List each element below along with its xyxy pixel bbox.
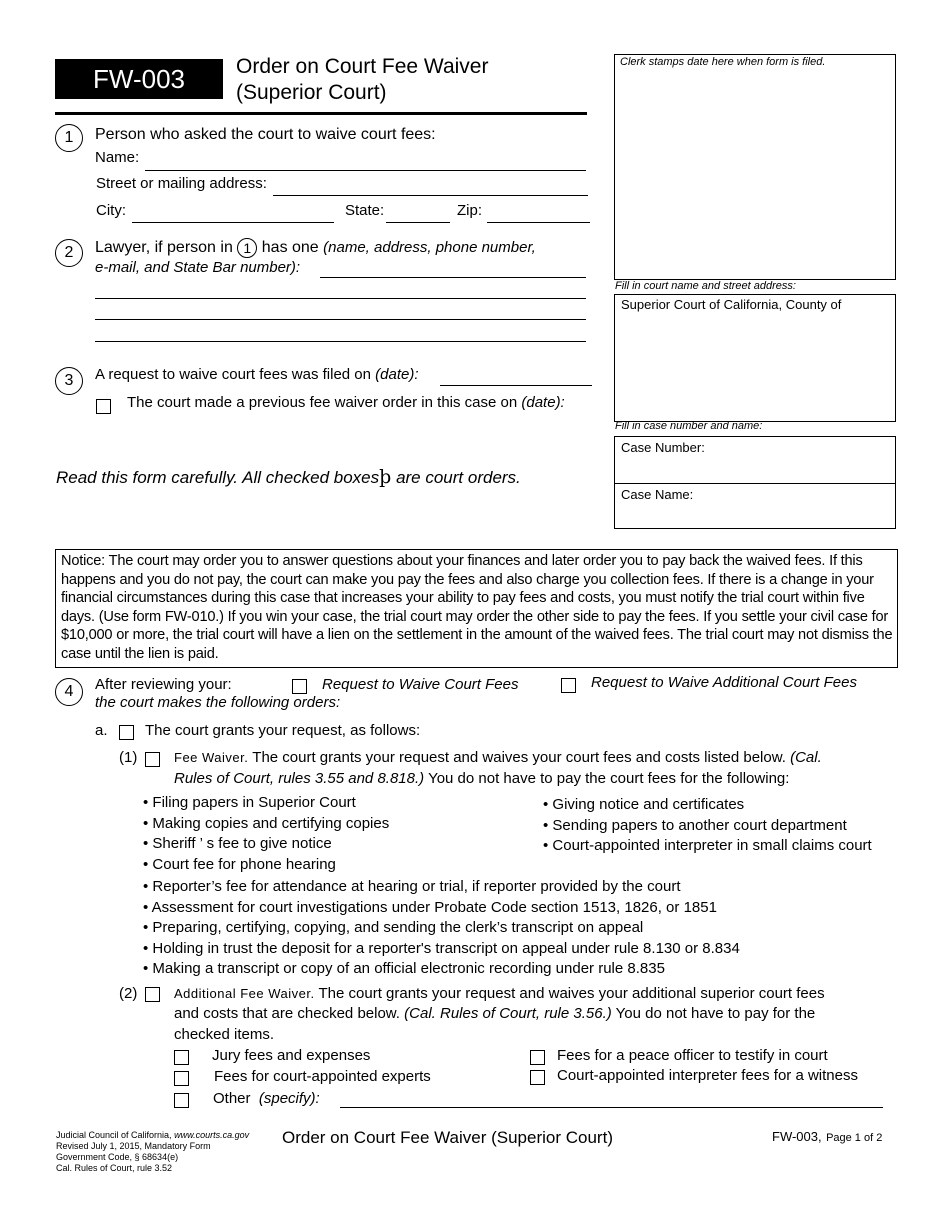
footer-url[interactable]: www.courts.ca.gov	[174, 1130, 250, 1140]
other-label: Other	[213, 1090, 251, 1107]
state-field[interactable]	[386, 222, 450, 223]
jury-fees-checkbox[interactable]	[174, 1050, 189, 1065]
prev-order-text: The court made a previous fee waiver order in this case on	[127, 394, 518, 411]
notice-label: Notice:	[61, 553, 106, 569]
header-rule	[55, 112, 587, 115]
section1-number: 1	[55, 124, 83, 152]
checked-box-symbol: þ	[379, 466, 392, 488]
list-item: • Filing papers in Superior Court	[143, 794, 356, 811]
case-info-box	[614, 436, 896, 529]
additional-waiver-text2: and costs that are checked below.	[174, 1005, 400, 1022]
other-specify-field[interactable]	[340, 1107, 883, 1108]
prev-order-line	[127, 394, 565, 412]
court-name-label: Fill in court name and street address:	[615, 280, 796, 292]
section4-intro: After reviewing your:	[95, 676, 232, 693]
list-item: • Holding in trust the deposit for a reporter's transcript on appeal under rule 8.130 or 8.834	[143, 939, 740, 957]
order-a-checkbox[interactable]	[119, 725, 134, 740]
peace-officer-label: Fees for a peace officer to testify in court	[557, 1047, 828, 1064]
footer-page: Page 1 of 2	[826, 1132, 883, 1144]
footer-right	[772, 1128, 882, 1146]
case-name-field[interactable]	[615, 484, 895, 528]
notice-text: The court may order you to answer questions about your finances and later order you to pay back the waived fees. If this happens and you do not pay, the court can make you pay the fees and also charge you collection fees. If there is a change in your financial circumstances during this case that increases your ability to pay fees and costs, you must notify the trial court within five days. (Use form FW-010.) If you win your case, the trial court may order the other side to pay the fees. If you settle your civil case for $10,000 or more, the trial court will have a lien on the settlement in the amount of the waived fees. The trial court may not dismiss the case until the lien is paid.	[61, 553, 893, 662]
lawyer-field-1[interactable]	[320, 277, 586, 278]
city-field[interactable]	[132, 222, 334, 223]
list-item: • Making a transcript or copy of an official electronic recording under rule 8.835	[143, 960, 665, 977]
case-number-field[interactable]	[615, 437, 895, 484]
footer-left3: Government Code, § 68634(e)	[56, 1152, 179, 1162]
footer-left2: Revised July 1, 2015, Mandatory Form	[56, 1141, 211, 1151]
section2-text-c: (name, address, phone number,	[323, 239, 536, 257]
case-number-label: Case Number:	[621, 440, 705, 455]
filed-date-field[interactable]	[440, 385, 592, 386]
section2-text-d: e-mail, and State Bar number):	[95, 259, 301, 276]
prev-order-date-label: (date):	[521, 394, 565, 411]
fee-waiver-line1	[174, 749, 822, 767]
req-waive-fees-checkbox[interactable]	[292, 679, 307, 694]
interpreter-witness-label: Court-appointed interpreter fees for a witness	[557, 1067, 858, 1084]
form-id-block	[55, 59, 223, 99]
additional-waiver-text3: You do not have to pay for the	[615, 1005, 816, 1022]
lawyer-field-4[interactable]	[95, 341, 586, 342]
name-field[interactable]	[145, 170, 586, 171]
lawyer-field-2[interactable]	[95, 298, 586, 299]
footer-left4: Cal. Rules of Court, rule 3.52	[56, 1163, 173, 1173]
order-a-label: a.	[95, 722, 108, 739]
section2-text-b: has one	[261, 239, 319, 257]
read-notice-text-b: are court orders.	[396, 468, 521, 487]
additional-waiver-title: Additional Fee Waiver.	[174, 986, 315, 1001]
footer-left1: Judicial Council of California,	[56, 1130, 172, 1140]
notice-box	[55, 549, 898, 668]
experts-fees-checkbox[interactable]	[174, 1071, 189, 1086]
list-item: • Giving notice and certificates	[543, 796, 745, 813]
name-label: Name:	[95, 149, 140, 166]
additional-waiver-cite: (Cal. Rules of Court, rule 3.56.)	[404, 1005, 612, 1022]
footer-left	[56, 1130, 249, 1174]
list-item: • Court-appointed interpreter in small claims court	[543, 837, 872, 854]
fee-waiver-line2	[174, 770, 789, 788]
street-field[interactable]	[273, 195, 588, 196]
additional-waiver-text: The court grants your request and waives your additional superior court fees	[318, 985, 825, 1002]
form-id: FW-003	[93, 64, 185, 94]
form-title-line1: Order on Court Fee Waiver	[236, 55, 489, 78]
fee-waiver-text: The court grants your request and waives your court fees and costs listed below.	[252, 749, 786, 766]
section1-heading: Person who asked the court to waive court fees:	[95, 126, 436, 143]
fee-waiver-text2: You do not have to pay the court fees for the following:	[428, 770, 790, 787]
section2-ref: 1	[237, 238, 257, 258]
list-item: • Preparing, certifying, copying, and sending the clerk’s transcript on appeal	[143, 919, 644, 936]
footer-form-id: FW-003,	[772, 1129, 822, 1144]
zip-label: Zip:	[457, 202, 483, 219]
footer-center: Order on Court Fee Waiver (Superior Court)	[282, 1128, 613, 1147]
city-label: City:	[96, 202, 126, 219]
other-specify: (specify):	[258, 1090, 320, 1107]
section4-number: 4	[55, 678, 83, 706]
fee-waiver-title: Fee Waiver.	[174, 750, 249, 765]
section2-text-a: Lawyer, if person in	[95, 239, 233, 257]
req-waive-additional-label: Request to Waive Additional Court Fees	[591, 674, 857, 691]
additional-waiver-line2	[174, 1005, 815, 1023]
case-info-label: Fill in case number and name:	[615, 420, 763, 432]
interpreter-witness-checkbox[interactable]	[530, 1070, 545, 1085]
order-1-num: (1)	[119, 749, 138, 766]
bullets-full	[143, 877, 740, 980]
req-waive-additional-checkbox[interactable]	[561, 678, 576, 693]
section3-date-label: (date):	[375, 366, 419, 383]
fee-waiver-cite2: Rules of Court, rules 3.55 and 8.818.)	[174, 770, 425, 787]
bullets-right	[543, 795, 872, 857]
read-notice	[56, 467, 521, 488]
jury-fees-label: Jury fees and expenses	[212, 1047, 371, 1064]
experts-fees-label: Fees for court-appointed experts	[214, 1068, 431, 1085]
list-item: • Sheriff ’ s fee to give notice	[143, 835, 332, 852]
clerk-stamp-box[interactable]	[614, 54, 896, 280]
order-a-text: The court grants your request, as follows:	[145, 722, 421, 739]
read-notice-text-a: Read this form carefully. All checked boxes	[56, 468, 380, 487]
additional-waiver-line1	[174, 985, 825, 1003]
case-name-label: Case Name:	[621, 487, 694, 502]
list-item: • Court fee for phone hearing	[143, 855, 336, 873]
form-title	[236, 54, 488, 106]
bullets-left	[143, 793, 389, 875]
order-2-num: (2)	[119, 985, 138, 1002]
section4-intro2: the court makes the following orders:	[95, 694, 341, 711]
other-checkbox[interactable]	[174, 1093, 189, 1108]
section2-number: 2	[55, 239, 83, 267]
section3-text: A request to waive court fees was filed on	[95, 366, 371, 383]
additional-waiver-checkbox[interactable]	[145, 987, 160, 1002]
other-line	[213, 1090, 320, 1108]
list-item: • Sending papers to another court department	[543, 816, 847, 834]
list-item: • Making copies and certifying copies	[143, 814, 390, 832]
fee-waiver-checkbox[interactable]	[145, 752, 160, 767]
list-item: • Reporter’s fee for attendance at hearing or trial, if reporter provided by the court	[143, 878, 681, 895]
court-name-value: Superior Court of California, County of	[621, 297, 842, 312]
section2-line1	[95, 238, 536, 258]
peace-officer-checkbox[interactable]	[530, 1050, 545, 1065]
req-waive-fees-label: Request to Waive Court Fees	[322, 676, 519, 693]
list-item: • Assessment for court investigations under Probate Code section 1513, 1826, or 1851	[143, 898, 717, 916]
form-title-line2: (Superior Court)	[236, 81, 387, 104]
zip-field[interactable]	[487, 222, 590, 223]
street-label: Street or mailing address:	[96, 175, 267, 192]
clerk-stamp-label: Clerk stamps date here when form is filed.	[620, 56, 826, 68]
lawyer-field-3[interactable]	[95, 319, 586, 320]
court-name-box[interactable]	[614, 294, 896, 422]
section3-number: 3	[55, 367, 83, 395]
additional-waiver-text4: checked items.	[174, 1026, 275, 1043]
prev-order-checkbox[interactable]	[96, 399, 111, 414]
state-label: State:	[345, 202, 385, 219]
section3-line	[95, 366, 419, 384]
fee-waiver-cite: (Cal.	[790, 749, 822, 766]
